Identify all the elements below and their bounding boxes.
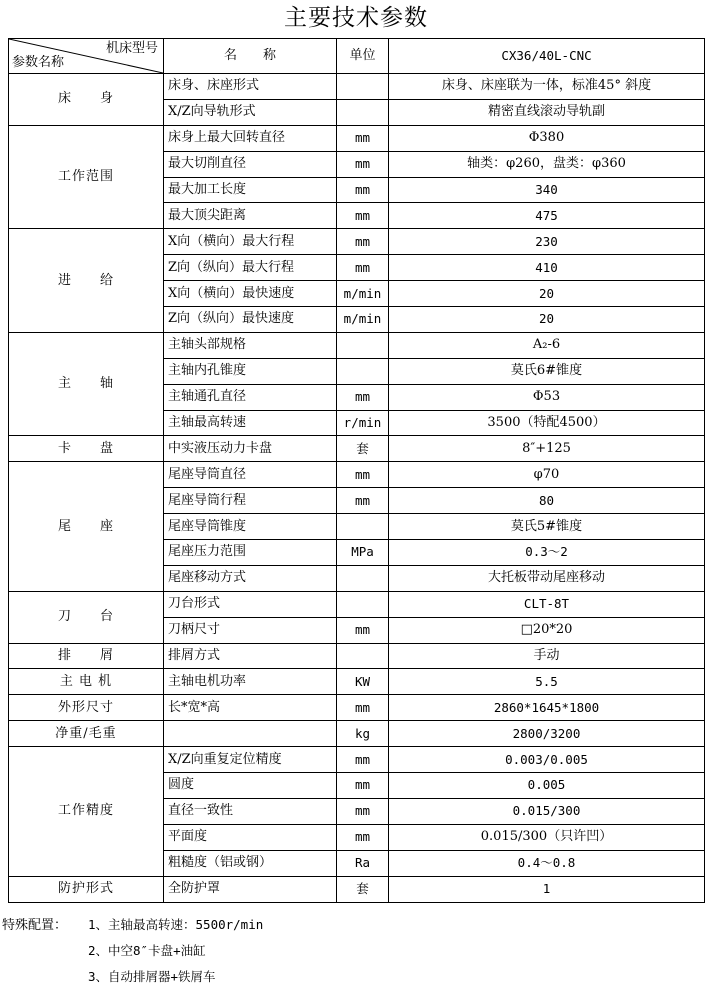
value-cell: 0.015/300（只许凹） [389, 824, 705, 850]
param-name-cell: 床身上最大回转直径 [164, 125, 337, 151]
param-name-cell: X/Z向导轨形式 [164, 99, 337, 125]
param-name-cell: 床身、床座形式 [164, 74, 337, 100]
param-name-cell: 排屑方式 [164, 643, 337, 669]
value-cell: 2860*1645*1800 [389, 695, 705, 721]
table-row [9, 125, 705, 151]
param-name-cell: 最大切削直径 [164, 151, 337, 177]
table-row [9, 229, 705, 255]
value-cell: 3500（特配4500） [389, 410, 705, 436]
value-cell: 475 [389, 203, 705, 229]
page-title: 主要技术参数 [284, 5, 428, 31]
param-name-cell: 最大顶尖距离 [164, 203, 337, 229]
unit-cell: mm [337, 747, 389, 773]
unit-cell: mm [337, 151, 389, 177]
param-name-cell: 圆度 [164, 773, 337, 799]
value-cell: 340 [389, 177, 705, 203]
category-cell: 主 轴 [9, 332, 164, 436]
value-cell: 0.005 [389, 773, 705, 799]
param-name-cell: Z向（纵向）最大行程 [164, 255, 337, 281]
param-name-cell: 中实液压动力卡盘 [164, 436, 337, 462]
param-name-cell: 平面度 [164, 824, 337, 850]
table-row [9, 643, 705, 669]
unit-cell [337, 332, 389, 358]
header-row [9, 39, 705, 74]
unit-cell: m/min [337, 307, 389, 333]
unit-cell [337, 514, 389, 540]
unit-cell: 套 [337, 436, 389, 462]
header-model-value: CX36/40L-CNC [389, 39, 705, 74]
note-row-2 [0, 938, 712, 964]
unit-cell: mm [337, 203, 389, 229]
value-cell: 莫氏6#锥度 [389, 358, 705, 384]
table-row [9, 74, 705, 100]
value-cell: □20*20 [389, 617, 705, 643]
unit-cell: 套 [337, 876, 389, 902]
value-cell: 410 [389, 255, 705, 281]
param-name-cell: X向（横向）最大行程 [164, 229, 337, 255]
note-row-1 [0, 912, 712, 938]
category-cell: 防护形式 [9, 876, 164, 902]
unit-cell [337, 74, 389, 100]
table-row [9, 436, 705, 462]
unit-cell: mm [337, 177, 389, 203]
unit-cell [337, 565, 389, 591]
value-cell: 手动 [389, 643, 705, 669]
unit-cell: kg [337, 721, 389, 747]
special-config-notes [0, 912, 712, 990]
unit-cell [337, 358, 389, 384]
value-cell: A₂-6 [389, 332, 705, 358]
param-name-cell: 长*宽*高 [164, 695, 337, 721]
param-name-cell: 尾座压力范围 [164, 540, 337, 566]
value-cell: 0.4～0.8 [389, 850, 705, 876]
value-cell: φ70 [389, 462, 705, 488]
unit-cell: mm [337, 255, 389, 281]
category-cell: 床 身 [9, 74, 164, 126]
param-name-cell: 尾座导筒锥度 [164, 514, 337, 540]
unit-cell: m/min [337, 281, 389, 307]
value-cell: 2800/3200 [389, 721, 705, 747]
header-name: 名 称 [164, 39, 337, 74]
unit-cell: mm [337, 384, 389, 410]
category-cell: 外形尺寸 [9, 695, 164, 721]
value-cell: 轴类：φ260，盘类：φ360 [389, 151, 705, 177]
unit-cell: mm [337, 695, 389, 721]
value-cell: 20 [389, 307, 705, 333]
param-name-cell: 主轴电机功率 [164, 669, 337, 695]
table-row [9, 747, 705, 773]
param-name-cell: 尾座导筒直径 [164, 462, 337, 488]
value-cell: 0.003/0.005 [389, 747, 705, 773]
value-cell: 230 [389, 229, 705, 255]
unit-cell: Ra [337, 850, 389, 876]
category-cell: 净重/毛重 [9, 721, 164, 747]
table-row [9, 591, 705, 617]
category-cell: 卡 盘 [9, 436, 164, 462]
category-cell: 排 屑 [9, 643, 164, 669]
diagonal-header-cell [9, 39, 164, 74]
table-row [9, 721, 705, 747]
param-name-cell: X向（横向）最快速度 [164, 281, 337, 307]
note-item: 3、自动排屑器+铁屑车 [88, 969, 216, 984]
category-cell: 进 给 [9, 229, 164, 333]
unit-cell: mm [337, 773, 389, 799]
param-name-cell: 刀台形式 [164, 591, 337, 617]
param-name-cell: 最大加工长度 [164, 177, 337, 203]
unit-cell [337, 643, 389, 669]
note-item: 2、中空8″卡盘+油缸 [88, 943, 206, 958]
value-cell: 床身、床座联为一体，标准45° 斜度 [389, 74, 705, 100]
param-name-cell: 主轴最高转速 [164, 410, 337, 436]
table-row [9, 876, 705, 902]
unit-cell: mm [337, 798, 389, 824]
param-name-cell: Z向（纵向）最快速度 [164, 307, 337, 333]
value-cell: 0.015/300 [389, 798, 705, 824]
value-cell: Φ380 [389, 125, 705, 151]
table-row [9, 695, 705, 721]
note-item: 1、主轴最高转速：5500r/min [88, 917, 264, 932]
value-cell: 莫氏5#锥度 [389, 514, 705, 540]
header-unit: 单位 [337, 39, 389, 74]
value-cell: 大托板带动尾座移动 [389, 565, 705, 591]
param-name-cell: 全防护罩 [164, 876, 337, 902]
value-cell: 精密直线滚动导轨副 [389, 99, 705, 125]
unit-cell [337, 99, 389, 125]
value-cell: 8″+125 [389, 436, 705, 462]
param-name-cell: 主轴头部规格 [164, 332, 337, 358]
unit-cell: MPa [337, 540, 389, 566]
unit-cell: mm [337, 617, 389, 643]
param-name-cell: 粗糙度（铝或钢） [164, 850, 337, 876]
value-cell: Φ53 [389, 384, 705, 410]
unit-cell: mm [337, 125, 389, 151]
header-param-label: 参数名称 [12, 55, 65, 70]
unit-cell: mm [337, 488, 389, 514]
category-cell: 主 电 机 [9, 669, 164, 695]
category-cell: 尾 座 [9, 462, 164, 591]
param-name-cell: X/Z向重复定位精度 [164, 747, 337, 773]
value-cell: CLT-8T [389, 591, 705, 617]
unit-cell: mm [337, 229, 389, 255]
param-name-cell: 尾座移动方式 [164, 565, 337, 591]
header-model-label: 机床型号 [105, 41, 158, 56]
param-name-cell: 直径一致性 [164, 798, 337, 824]
notes-heading: 特殊配置： [2, 918, 68, 933]
param-name-cell [164, 721, 337, 747]
category-cell: 刀 台 [9, 591, 164, 643]
unit-cell: mm [337, 824, 389, 850]
value-cell: 20 [389, 281, 705, 307]
unit-cell: mm [337, 462, 389, 488]
spec-table [8, 38, 705, 903]
param-name-cell: 主轴内孔锥度 [164, 358, 337, 384]
param-name-cell: 尾座导筒行程 [164, 488, 337, 514]
param-name-cell: 刀柄尺寸 [164, 617, 337, 643]
value-cell: 0.3～2 [389, 540, 705, 566]
category-cell: 工作精度 [9, 747, 164, 876]
table-row [9, 332, 705, 358]
value-cell: 80 [389, 488, 705, 514]
note-row-3 [0, 964, 712, 990]
table-row [9, 462, 705, 488]
unit-cell: r/min [337, 410, 389, 436]
unit-cell [337, 591, 389, 617]
value-cell: 5.5 [389, 669, 705, 695]
category-cell: 工作范围 [9, 125, 164, 229]
value-cell: 1 [389, 876, 705, 902]
unit-cell: KW [337, 669, 389, 695]
param-name-cell: 主轴通孔直径 [164, 384, 337, 410]
table-row [9, 669, 705, 695]
